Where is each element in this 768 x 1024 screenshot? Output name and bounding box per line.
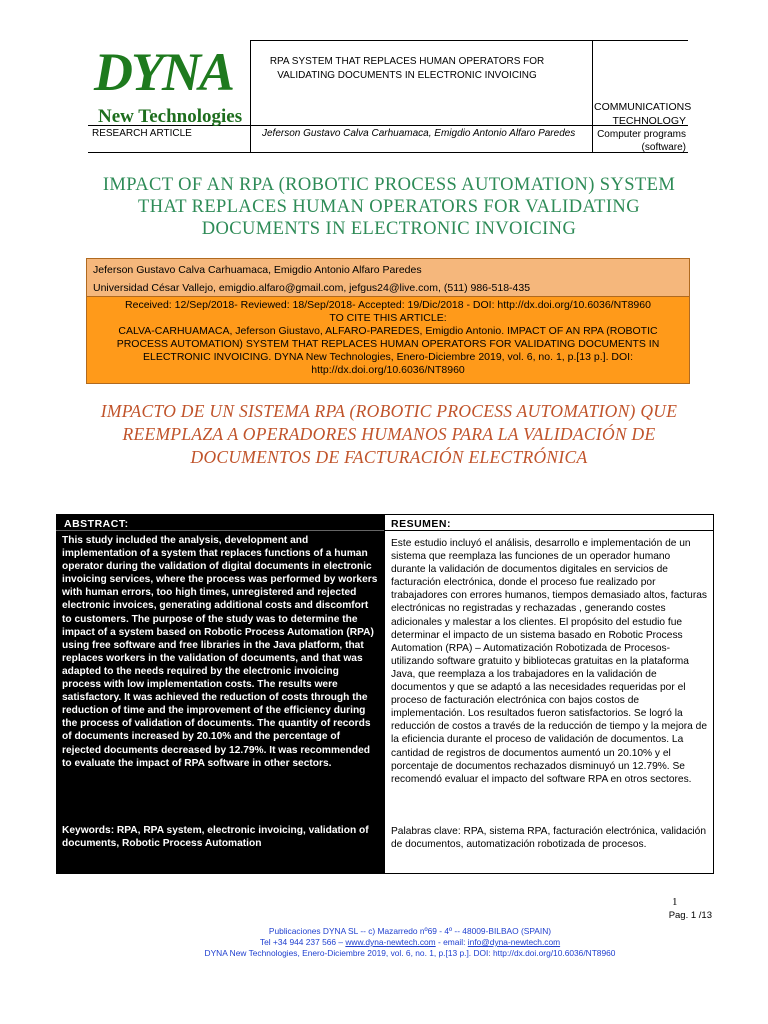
footer-website-link[interactable]: www.dyna-newtech.com <box>345 937 436 947</box>
dyna-logo <box>94 42 243 130</box>
header-divider <box>592 40 593 152</box>
footer-email-label: - email: <box>435 937 468 947</box>
subcategory: Computer programs (software) <box>597 129 686 153</box>
citation-text: CALVA-CARHUAMACA, Jeferson Giustavo, ALFARO-PAREDES, Emigdio Antonio. IMPACT OF AN RPA (ROBOTIC PROCESS AUTOMATION) SYSTEM THAT REPLACES HUMAN OPERATORS FOR VALIDATING DOCUMENTS IN ELECTRONIC INVOICING. DYNA New Technologies, Enero-Diciembre 2019, vol. 6, no. 1, p.[13 p.]. DOI: http://dx.doi.org/10.6036/NT8960 <box>116 325 660 376</box>
footer-contact <box>130 937 690 948</box>
abstract-panel <box>56 514 384 874</box>
resumen-panel <box>384 514 714 874</box>
cite-heading: TO CITE THIS ARTICLE: <box>329 312 447 324</box>
footer-address: Publicaciones DYNA SL -- c) Mazarredo nº69 - 4º -- 48009-BILBAO (SPAIN) <box>268 926 552 936</box>
abstract-keywords: Keywords: RPA, RPA system, electronic invoicing, validation of documents, Robotic Process Automation <box>62 825 369 850</box>
header-divider <box>250 40 688 41</box>
resumen-body: Este estudio incluyó el análisis, desarrollo e implementación de un sistema que reemplaza las funciones de un operador humano durante la validación de documentos digitales en servicios de facturación electrónica, donde el proceso fue realizado por trabajadores con errores humanos, tiempos demasiado altos, facturas electrónicas no registradas y rechazadas , generando costes adicionales y malestar a los clientes. El propósito del estudio fue determinar el impacto de un sistema basado en Robotic Process Automation (RPA) – Automatización Robotizada de Procesos- utilizando software gratuito y bibliotecas gratuitas en la plataforma Java, que reemplaza a los trabajadores en la validación de documentos y que se adaptó a las necesidades requeridas por el proceso de facturación electrónica con bajos costos de implementación. Los resultados fueron satisfactorios. Se logró la reducción de costos a través de la reducción de tiempo y la mejora de la eficiencia durante el proceso de validación de documentos. La cantidad de registros de documentos aumentó un 20.10% y el porcentaje de documentos rechazados disminuyó un 12.79%. Se recomendó evaluar el impacto del software RPA en otros sectores. <box>391 538 707 785</box>
running-authors: Jeferson Gustavo Calva Carhuamaca, Emigdio Antonio Alfaro Paredes <box>262 128 576 139</box>
logo-subtitle: New Technologies <box>98 106 243 127</box>
category: COMMUNICATIONS TECHNOLOGY <box>594 101 692 127</box>
footer-citation: DYNA New Technologies, Enero-Diciembre 2019, vol. 6, no. 1, p.[13 p.]. DOI: http://dx.doi.org/10.6036/NT8960 <box>204 948 616 958</box>
footer-email-link[interactable]: info@dyna-newtech.com <box>467 937 561 947</box>
page-count: Pag. 1 /13 <box>668 910 712 921</box>
resumen-heading: RESUMEN: <box>391 518 452 530</box>
received-dates: Received: 12/Sep/2018- Reviewed: 18/Sep/2018- Accepted: 19/Dic/2018 - DOI: http://dx.doi.org/10.6036/NT8960 <box>125 299 651 311</box>
abstract-body: This study included the analysis, development and implementation of a system that replaces functions of a human operator during the validation of digital documents in electronic invoicing services, where the process was performed by workers with human errors, too high times, unregistered and rejected electronic invoices, generating additional costs and discomfort to customers. The purpose of the study was to determine the impact of a system based on Robotic Process Automation (RPA) using free software and free libraries in the Java platform, that replaces workers in the validation of documents, and that was adapted to the needs required by the electronic invoicing process with low implementation costs. The results were satisfactory. It was achieved the reduction of costs through the reduction of time and the improvement of the efficiency during the process of validation of documents. The quantity of records of documents increased by 20.10% and the percentage of rejected documents decreased by 12.79%. It was recommended to evaluate the impact of RPA software in other sectors. <box>62 535 378 769</box>
article-title-en: IMPACT OF AN RPA (ROBOTIC PROCESS AUTOMATION) SYSTEM THAT REPLACES HUMAN OPERATORS FOR VALIDATING DOCUMENTS IN ELECTRONIC INVOICING <box>102 175 676 239</box>
abstract-heading: ABSTRACT: <box>64 518 129 530</box>
info-authors: Jeferson Gustavo Calva Carhuamaca, Emigdio Antonio Alfaro Paredes <box>93 264 422 276</box>
resumen-divider <box>385 530 713 531</box>
header-divider <box>250 40 251 152</box>
info-affiliation: Universidad César Vallejo, emigdio.alfaro@gmail.com, jefgus24@live.com, (511) 986-518-435 <box>93 282 531 294</box>
logo-wordmark: DYNA <box>94 42 233 102</box>
running-title: RPA SYSTEM THAT REPLACES HUMAN OPERATORS FOR VALIDATING DOCUMENTS IN ELECTRONIC INVOICING <box>269 55 545 81</box>
article-title-es: IMPACTO DE UN SISTEMA RPA (ROBOTIC PROCESS AUTOMATION) QUE REEMPLAZA A OPERADORES HUMANOS PARA LA VALIDACIÓN DE DOCUMENTOS DE FACTURACIÓN ELECTRÓNICA <box>100 401 678 467</box>
article-type: RESEARCH ARTICLE <box>92 128 192 139</box>
abstract-divider <box>56 530 384 531</box>
page-number: 1 <box>672 896 678 908</box>
footer-phone: Tel +34 944 237 566 – <box>259 937 346 947</box>
article-info-box <box>86 258 690 384</box>
citation-strip <box>87 296 689 383</box>
resumen-keywords: Palabras clave: RPA, sistema RPA, facturación electrónica, validación de documentos, automatización robotizada de procesos. <box>391 826 707 851</box>
publisher-footer <box>130 926 690 959</box>
